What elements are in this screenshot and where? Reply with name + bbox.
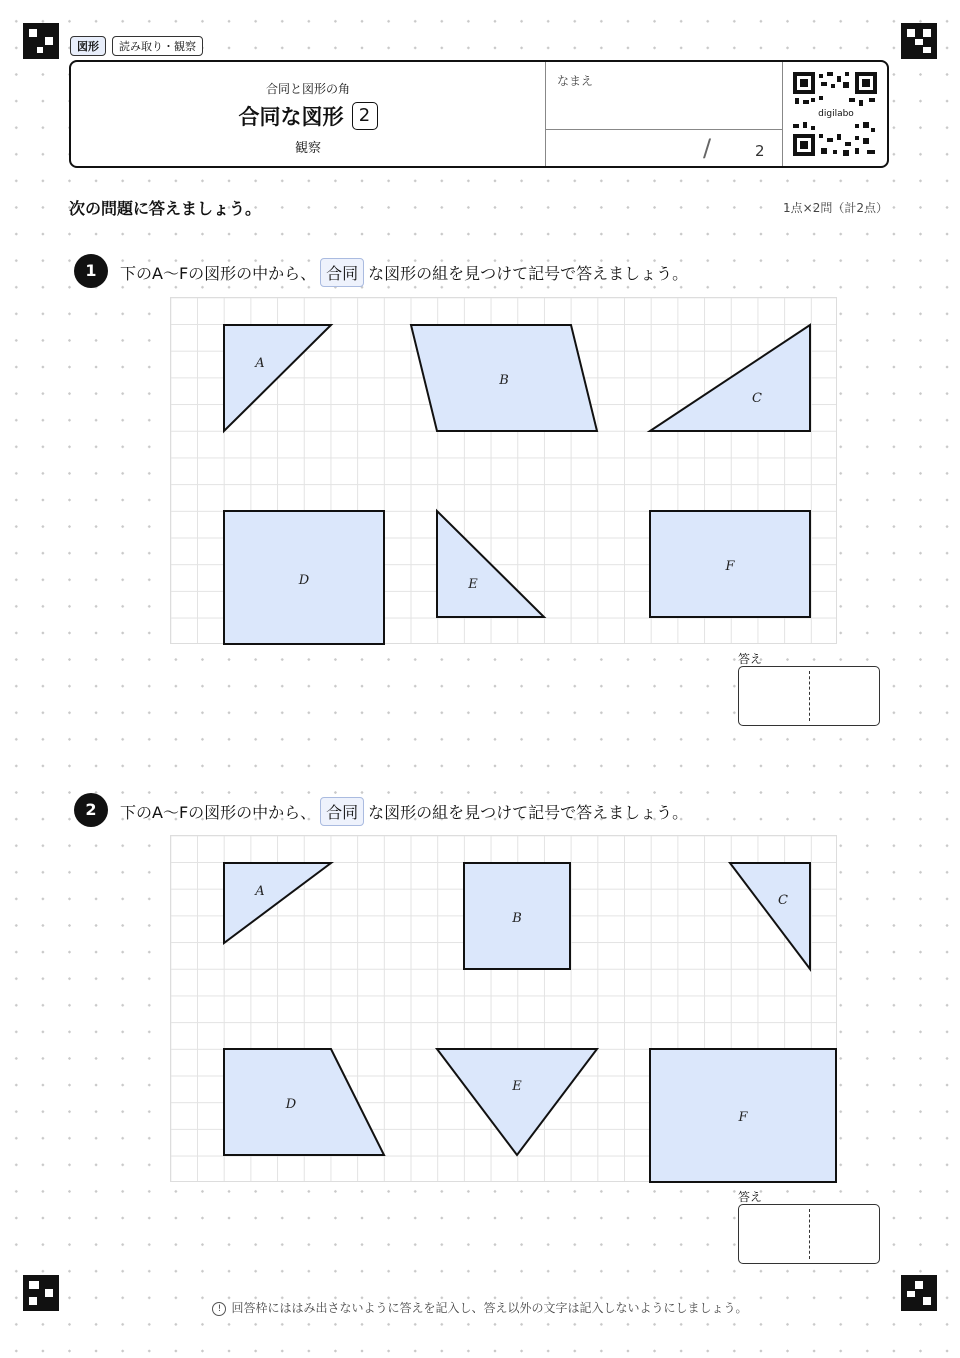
question-text-part: な図形の組を見つけて記号で答えましょう。 — [368, 803, 689, 822]
qr-code-icon — [793, 72, 877, 156]
corner-marker-top-right — [901, 23, 937, 59]
figure-grid-1 — [170, 297, 837, 644]
points-info: 1点×2問（計2点） — [783, 201, 888, 215]
answer-divider — [809, 1209, 810, 1259]
shape-label-c: C — [752, 391, 762, 406]
shape-a — [224, 863, 331, 943]
title-row — [71, 101, 545, 131]
shape-label-a: A — [255, 356, 265, 371]
question-text-2 — [120, 797, 688, 826]
footer-text: 回答枠にははみ出さないように答えを記入し、答え以外の文字は記入しないようにしましょう。 — [231, 1301, 748, 1315]
answer-box-1[interactable] — [738, 666, 880, 726]
shape-label-b: B — [512, 911, 522, 926]
title-area — [71, 62, 545, 166]
name-field[interactable] — [546, 90, 782, 128]
corner-marker-top-left — [23, 23, 59, 59]
question-text-part: 下のA〜Fの図形の中から、 — [120, 803, 317, 822]
question-text-part: な図形の組を見つけて記号で答えましょう。 — [368, 264, 689, 283]
unit-subtitle: 合同と図形の角 — [265, 82, 350, 96]
page-title: 合同な図形 — [238, 105, 344, 129]
shape-label-e: E — [468, 577, 478, 592]
keyword-highlight: 合同 — [320, 258, 364, 287]
shape-label-f: F — [738, 1110, 748, 1125]
score-total: 2 — [755, 142, 765, 160]
answer-divider — [809, 671, 810, 721]
question-text-part: 下のA〜Fの図形の中から、 — [120, 264, 317, 283]
shape-label-d: D — [298, 573, 310, 588]
name-label: なまえ — [557, 74, 594, 88]
instruction: 次の問題に答えましょう。 — [69, 199, 262, 218]
shape-label-f: F — [725, 559, 735, 574]
qr-caption: digilabo — [818, 109, 854, 119]
answer-label-1: 答え — [738, 652, 763, 666]
score-slash: / — [703, 134, 712, 162]
shape-a — [224, 325, 331, 431]
shape-label-c: C — [778, 893, 788, 908]
question-number-1: 1 — [74, 254, 108, 288]
worksheet-number: 2 — [352, 102, 378, 130]
shape-e — [437, 1049, 597, 1155]
question-text-1 — [120, 258, 688, 287]
tag-subject: 図形 — [70, 36, 106, 56]
answer-box-2[interactable] — [738, 1204, 880, 1264]
figure-grid-2 — [170, 835, 837, 1182]
tag-skill: 読み取り・観察 — [112, 36, 203, 56]
shape-d — [224, 1049, 384, 1155]
shape-label-b: B — [499, 373, 509, 388]
shape-c — [650, 325, 810, 431]
divider — [782, 62, 783, 166]
shape-c — [730, 863, 810, 969]
divider — [546, 129, 782, 130]
shape-label-a: A — [255, 884, 265, 899]
shape-label-e: E — [512, 1079, 522, 1094]
keyword-highlight: 合同 — [320, 797, 364, 826]
answer-label-2: 答え — [738, 1190, 763, 1204]
footer-note — [0, 1299, 960, 1316]
shape-e — [437, 511, 544, 617]
category-label: 観察 — [294, 141, 321, 156]
worksheet-header — [69, 60, 889, 168]
figure-svg-1 — [171, 298, 836, 643]
tag-list — [70, 36, 203, 56]
info-icon: ! — [212, 1302, 226, 1316]
question-number-2: 2 — [74, 793, 108, 827]
shape-label-d: D — [285, 1097, 297, 1112]
figure-svg-2 — [171, 836, 836, 1181]
